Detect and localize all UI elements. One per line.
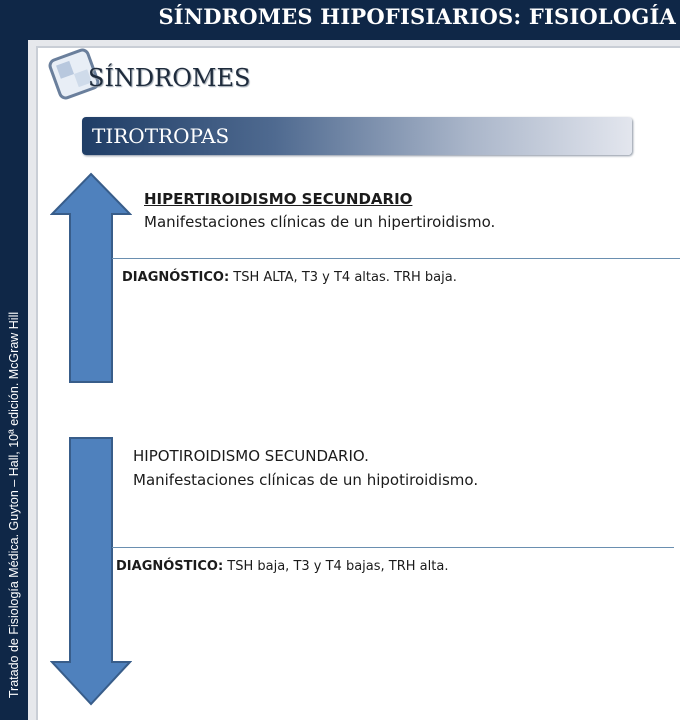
diagnosis-label: DIAGNÓSTICO: [116, 559, 224, 574]
hypothyroid-diagnosis [116, 559, 448, 574]
top-banner [0, 0, 680, 40]
diagnosis-text: TSH ALTA, T3 y T4 altas. TRH baja. [229, 270, 457, 285]
section-title: SÍNDROMES [88, 64, 251, 92]
hyperthyroid-heading: HIPERTIROIDISMO SECUNDARIO [144, 190, 413, 208]
up-arrow-icon [50, 172, 132, 384]
category-bar [82, 117, 632, 155]
diagnosis-text: TSH baja, T3 y T4 bajas, TRH alta. [223, 559, 449, 574]
diagnosis-label: DIAGNÓSTICO: [122, 270, 230, 285]
side-banner [0, 40, 28, 720]
hyperthyroid-diagnosis [122, 270, 457, 285]
divider [112, 547, 674, 548]
hypothyroid-heading: HIPOTIROIDISMO SECUNDARIO. [133, 447, 369, 465]
slide-title: SÍNDROMES HIPOFISIARIOS: FISIOLOGÍA [158, 4, 676, 29]
category-label: TIROTROPAS [92, 124, 230, 148]
citation-text: Tratado de Fisiología Médica. Guyton – Hall, 10ª edición. McGraw Hill [7, 311, 21, 699]
divider [112, 258, 680, 259]
hyperthyroid-description: Manifestaciones clínicas de un hipertiroidismo. [144, 213, 496, 231]
hypothyroid-description: Manifestaciones clínicas de un hipotiroidismo. [133, 471, 479, 489]
